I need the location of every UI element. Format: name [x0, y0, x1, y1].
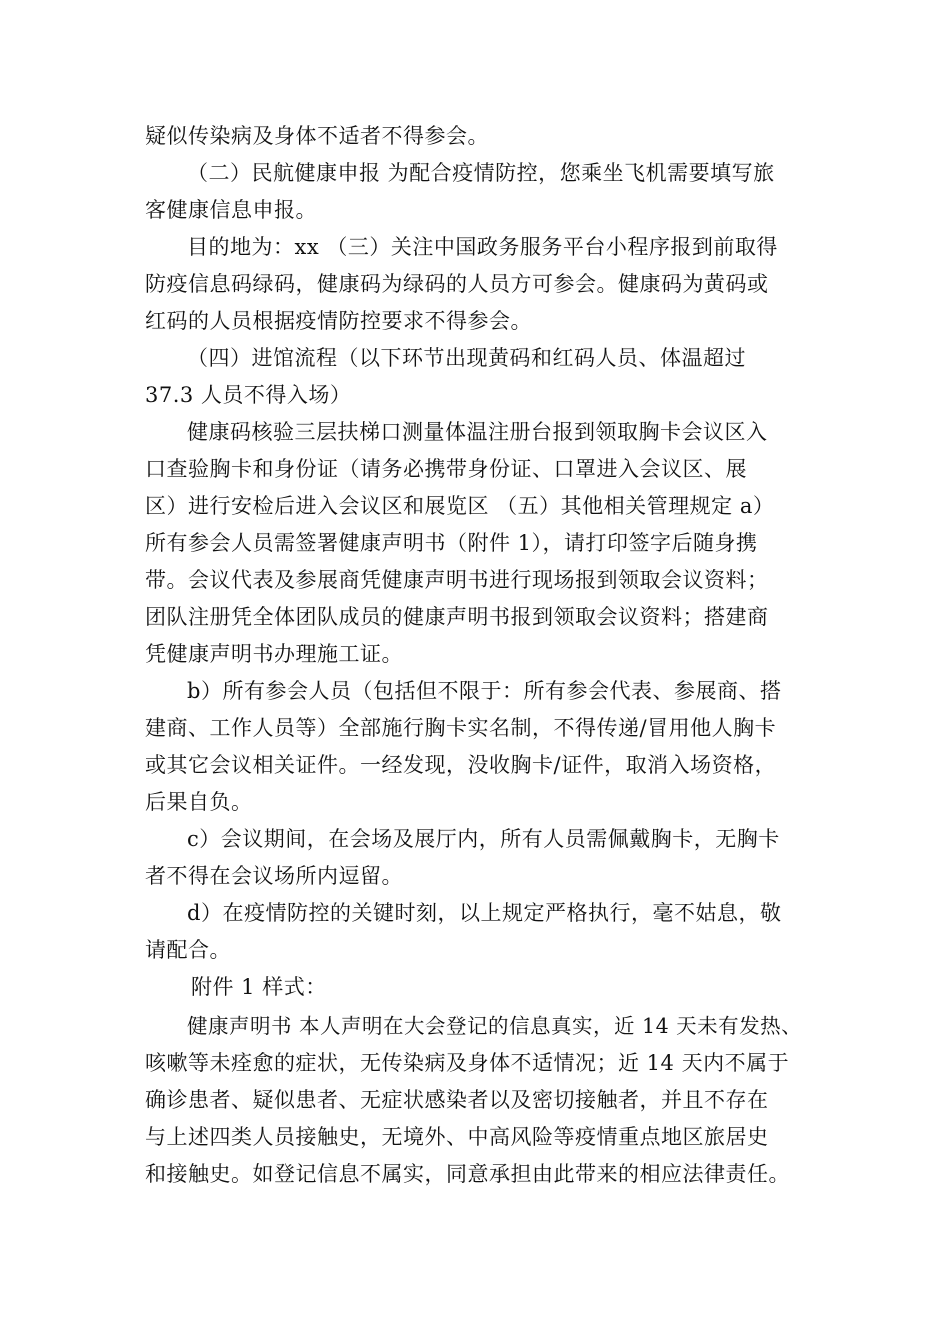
text-line: 健康码核验三层扶梯口测量体温注册台报到领取胸卡会议区入: [187, 420, 768, 444]
text-line: （二）民航健康申报 为配合疫情防控，您乘坐飞机需要填写旅: [187, 161, 775, 185]
text-line: 健康声明书 本人声明在大会登记的信息真实，近 14 天未有发热、: [187, 1014, 803, 1038]
text-line: b）所有参会人员（包括但不限于：所有参会代表、参展商、搭: [187, 679, 782, 703]
text-line: 者不得在会议场所内逗留。: [145, 864, 403, 888]
text-line: 建商、工作人员等）全部施行胸卡实名制，不得传递/冒用他人胸卡: [145, 716, 777, 740]
text-line: 团队注册凭全体团队成员的健康声明书报到领取会议资料；搭建商: [145, 605, 769, 629]
text-line: 咳嗽等未痊愈的症状，无传染病及身体不适情况；近 14 天内不属于: [145, 1051, 790, 1075]
text-line: 口查验胸卡和身份证（请务必携带身份证、口罩进入会议区、展: [145, 457, 747, 481]
text-line: 区）进行安检后进入会议区和展览区 （五）其他相关管理规定 a）: [145, 494, 775, 518]
text-line: 疑似传染病及身体不适者不得参会。: [145, 124, 489, 148]
text-line: 客健康信息申报。: [145, 198, 317, 222]
text-line: 目的地为：xx （三）关注中国政务服务平台小程序报到前取得: [187, 235, 778, 259]
text-line: 和接触史。如登记信息不属实，同意承担由此带来的相应法律责任。: [145, 1162, 790, 1186]
text-line: 附件 1 样式：: [191, 975, 327, 999]
text-line: 所有参会人员需签署健康声明书（附件 1），请打印签字后随身携: [145, 531, 758, 555]
text-line: 请配合。: [145, 938, 231, 962]
text-line: c）会议期间，在会场及展厅内，所有人员需佩戴胸卡，无胸卡: [187, 827, 780, 851]
text-line: 37.3 人员不得入场）: [145, 383, 352, 407]
text-line: 红码的人员根据疫情防控要求不得参会。: [145, 309, 532, 333]
text-line: 或其它会议相关证件。一经发现，没收胸卡/证件，取消入场资格，: [145, 753, 777, 777]
text-line: （四）进馆流程（以下环节出现黄码和红码人员、体温超过: [187, 346, 746, 370]
text-line: 带。会议代表及参展商凭健康声明书进行现场报到领取会议资料；: [145, 568, 769, 592]
text-line: 防疫信息码绿码，健康码为绿码的人员方可参会。健康码为黄码或: [145, 272, 769, 296]
text-line: 与上述四类人员接触史，无境外、中高风险等疫情重点地区旅居史: [145, 1125, 769, 1149]
text-line: 凭健康声明书办理施工证。: [145, 642, 403, 666]
text-line: d）在疫情防控的关键时刻，以上规定严格执行，毫不姑息，敬: [187, 901, 782, 925]
text-line: 后果自负。: [145, 790, 253, 814]
text-line: 确诊患者、疑似患者、无症状感染者以及密切接触者，并且不存在: [145, 1088, 769, 1112]
